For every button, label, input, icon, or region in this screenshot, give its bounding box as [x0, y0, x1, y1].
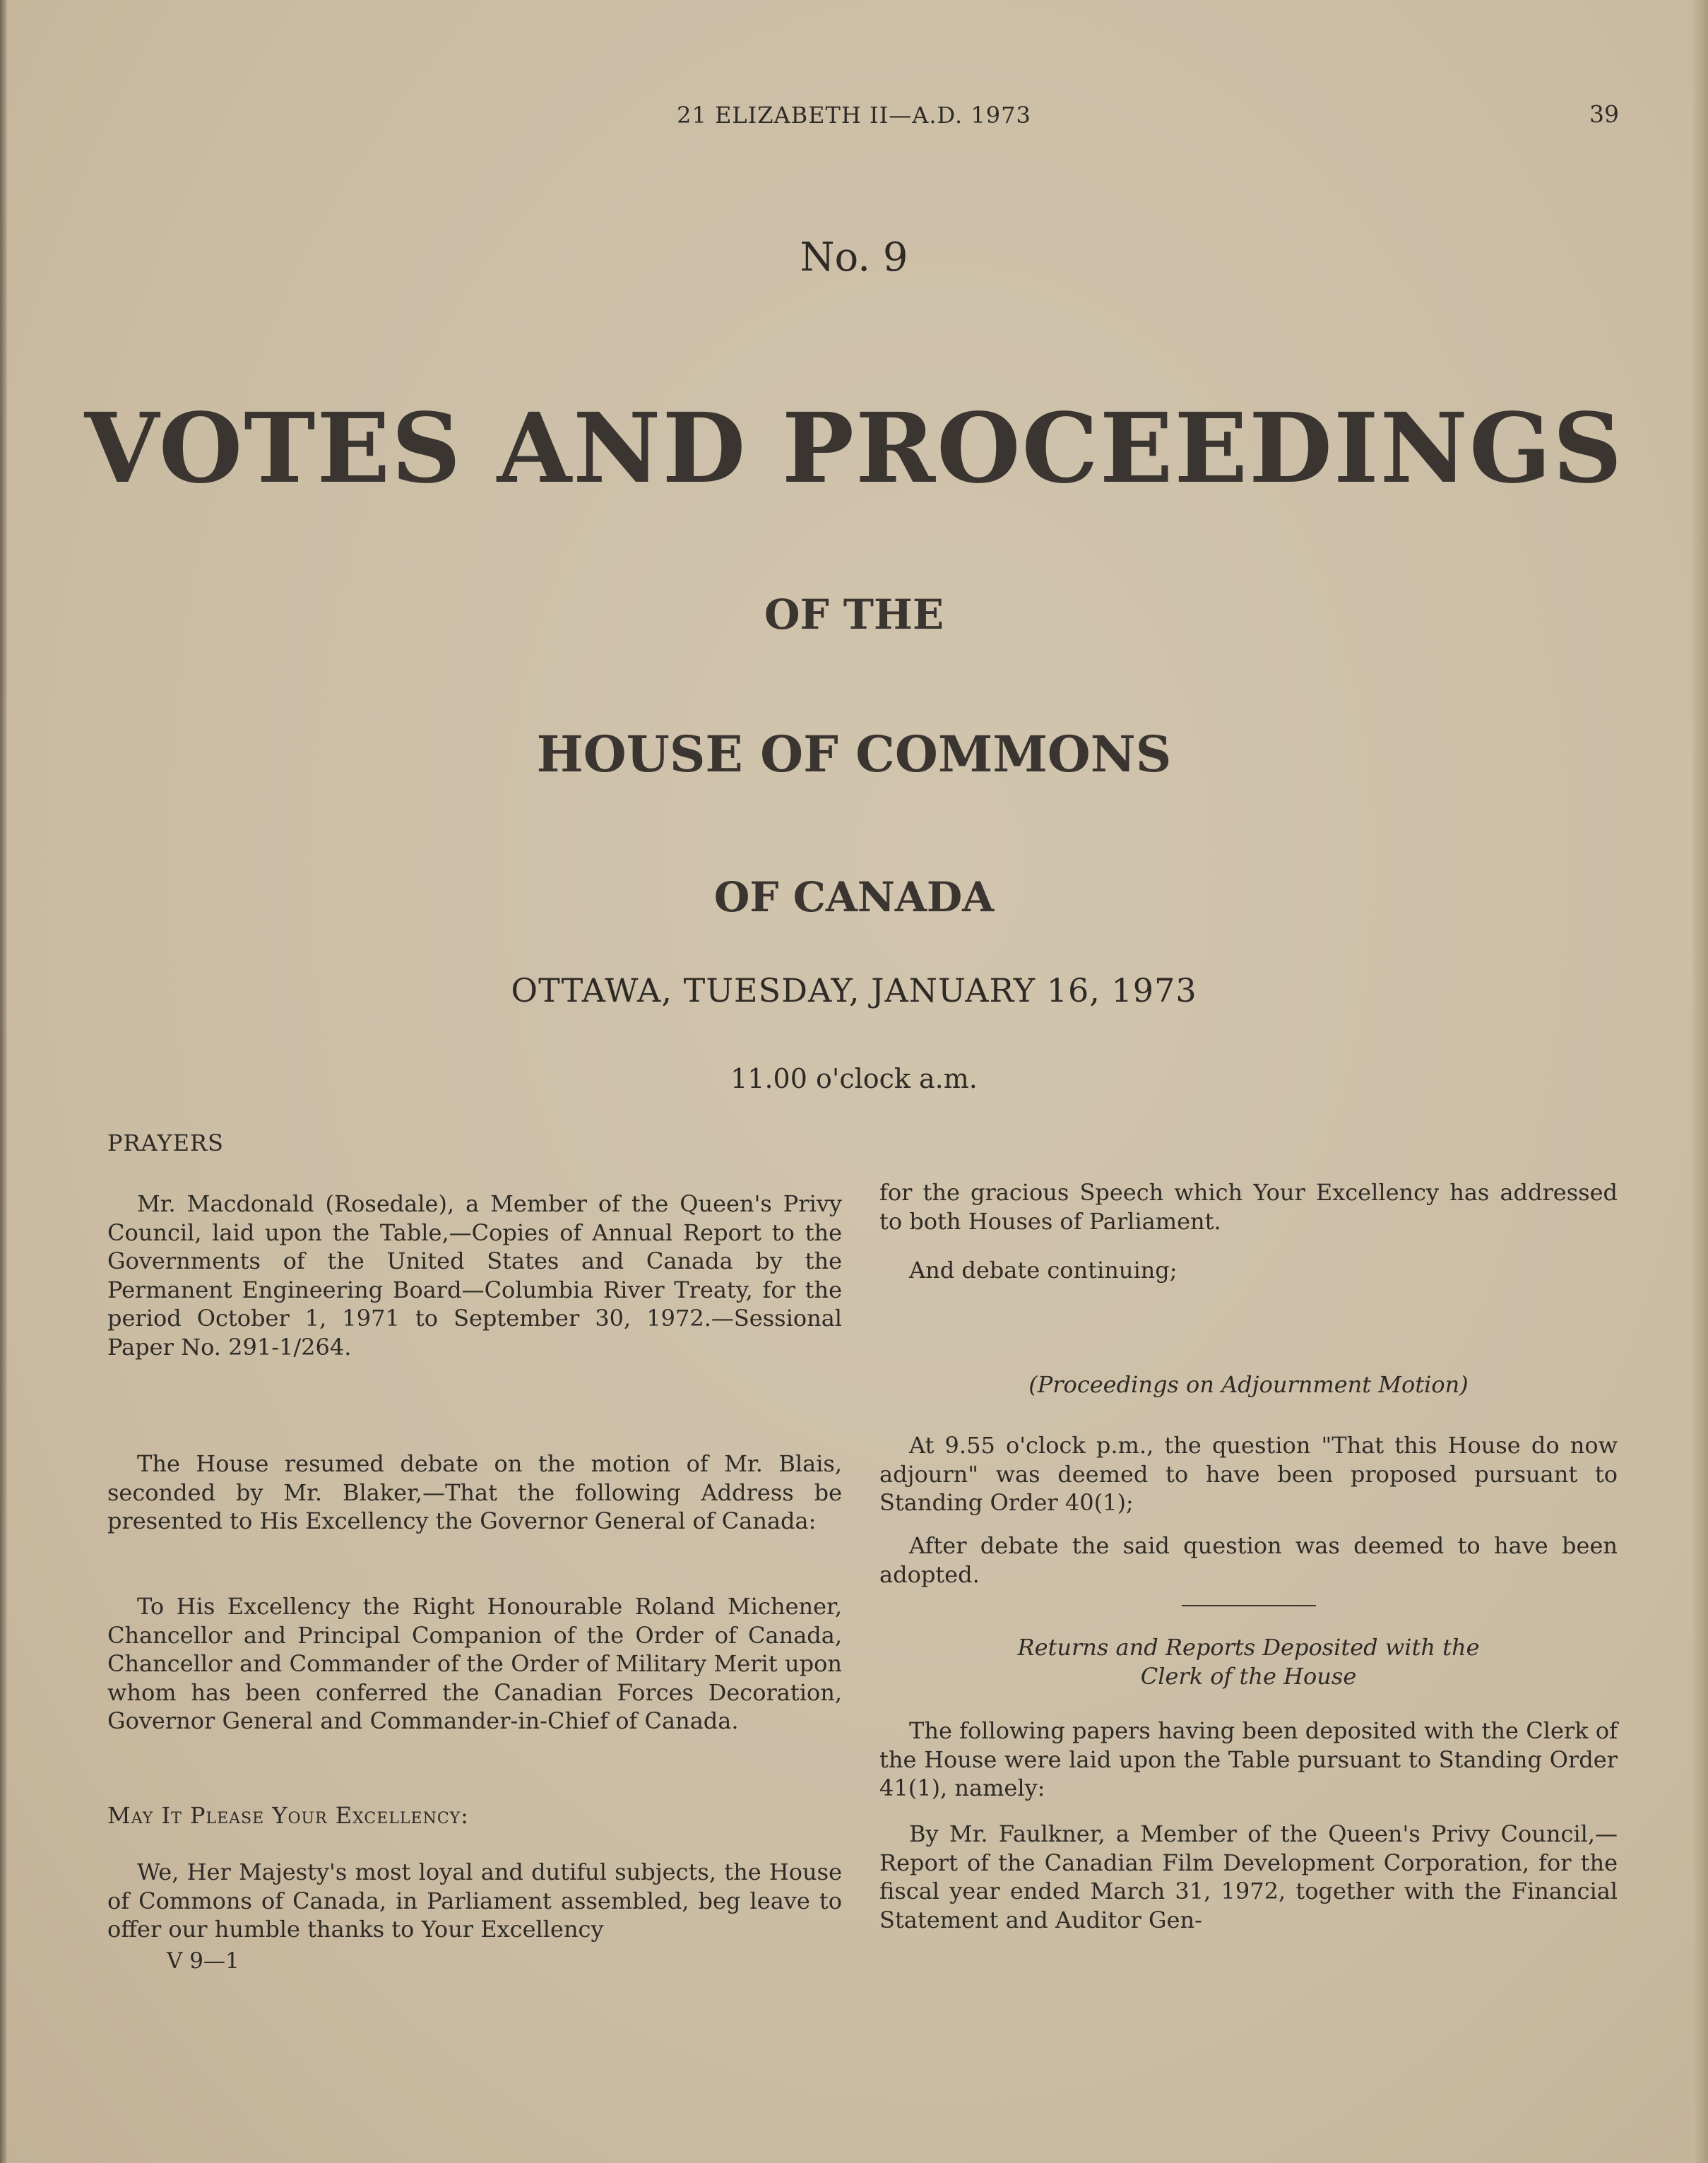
paragraph-gracious: for the gracious Speech which Your Excellency has addressed to both Houses of Parliament.: [879, 1179, 1618, 1235]
heading-adjournment: (Proceedings on Adjournment Motion): [1028, 1371, 1469, 1398]
paragraph-we: We, Her Majesty's most loyal and dutiful subjects, the House of Commons of Canada, in Parliament assembled, beg leave to offer our humble thanks to Your Excellency: [107, 1859, 842, 1943]
masthead-of-the: OF THE: [764, 591, 944, 639]
paragraph-955: At 9.55 o'clock p.m., the question "That this House do now adjourn" was deemed to have been proposed pursuant to Standing Order 40(1);: [879, 1432, 1618, 1516]
paragraph-after: After debate the said question was deemed to have been adopted.: [879, 1532, 1618, 1588]
running-head: 21 ELIZABETH II—A.D. 1973: [677, 102, 1031, 129]
issue-number: No. 9: [800, 235, 908, 280]
masthead-house: HOUSE OF COMMONS: [536, 725, 1172, 783]
masthead-of-canada: OF CANADA: [713, 873, 995, 921]
prayers-heading: PRAYERS: [107, 1130, 224, 1156]
paragraph-address: To His Excellency the Right Honourable Roland Michener, Chancellor and Principal Companion of the Order of Canada, Chancellor and Commander of the Order of Military Merit upon whom has been conferred the Canadian Forces Decoration, Governor General and Commander-in-Chief of Canada.: [107, 1593, 842, 1734]
paragraph-macdonald: Mr. Macdonald (Rosedale), a Member of the Queen's Privy Council, laid upon the Table,—Copies of Annual Report to the Governments of the United States and Canada by the Permanent Engineering Board—Columbia River Treaty, for the period October 1, 1971 to September 30, 1972.—Sessional Paper No. 291-1/264.: [107, 1190, 842, 1361]
paragraph-debate: The House resumed debate on the motion of Mr. Blais, seconded by Mr. Blaker,—That the following Address be presented to His Excellency the Governor General of Canada:: [107, 1450, 842, 1534]
masthead-title: VOTES AND PROCEEDINGS: [84, 392, 1624, 505]
section-rule: [879, 1605, 1618, 1606]
page-number: 39: [1589, 100, 1619, 128]
salutation: May It Please Your Excellency:: [107, 1802, 469, 1829]
paragraph-following: The following papers having been deposited with the Clerk of the House were laid upon the Table pursuant to Standing Order 41(1), namely:: [879, 1717, 1618, 1801]
heading-returns: Returns and Reports Deposited with the Clerk of the House: [1017, 1634, 1480, 1690]
paragraph-continuing: And debate continuing;: [909, 1257, 1178, 1284]
paragraph-faulkner: By Mr. Faulkner, a Member of the Queen's Privy Council,—Report of the Canadian Film Development Corporation, for the fiscal year ended March 31, 1972, together with the Financial Statement and Auditor Gen-: [879, 1820, 1618, 1933]
sitting-time: 11.00 o'clock a.m.: [730, 1063, 978, 1094]
dateline: OTTAWA, TUESDAY, JANUARY 16, 1973: [511, 971, 1197, 1009]
signature-mark: V 9—1: [167, 1948, 239, 1974]
